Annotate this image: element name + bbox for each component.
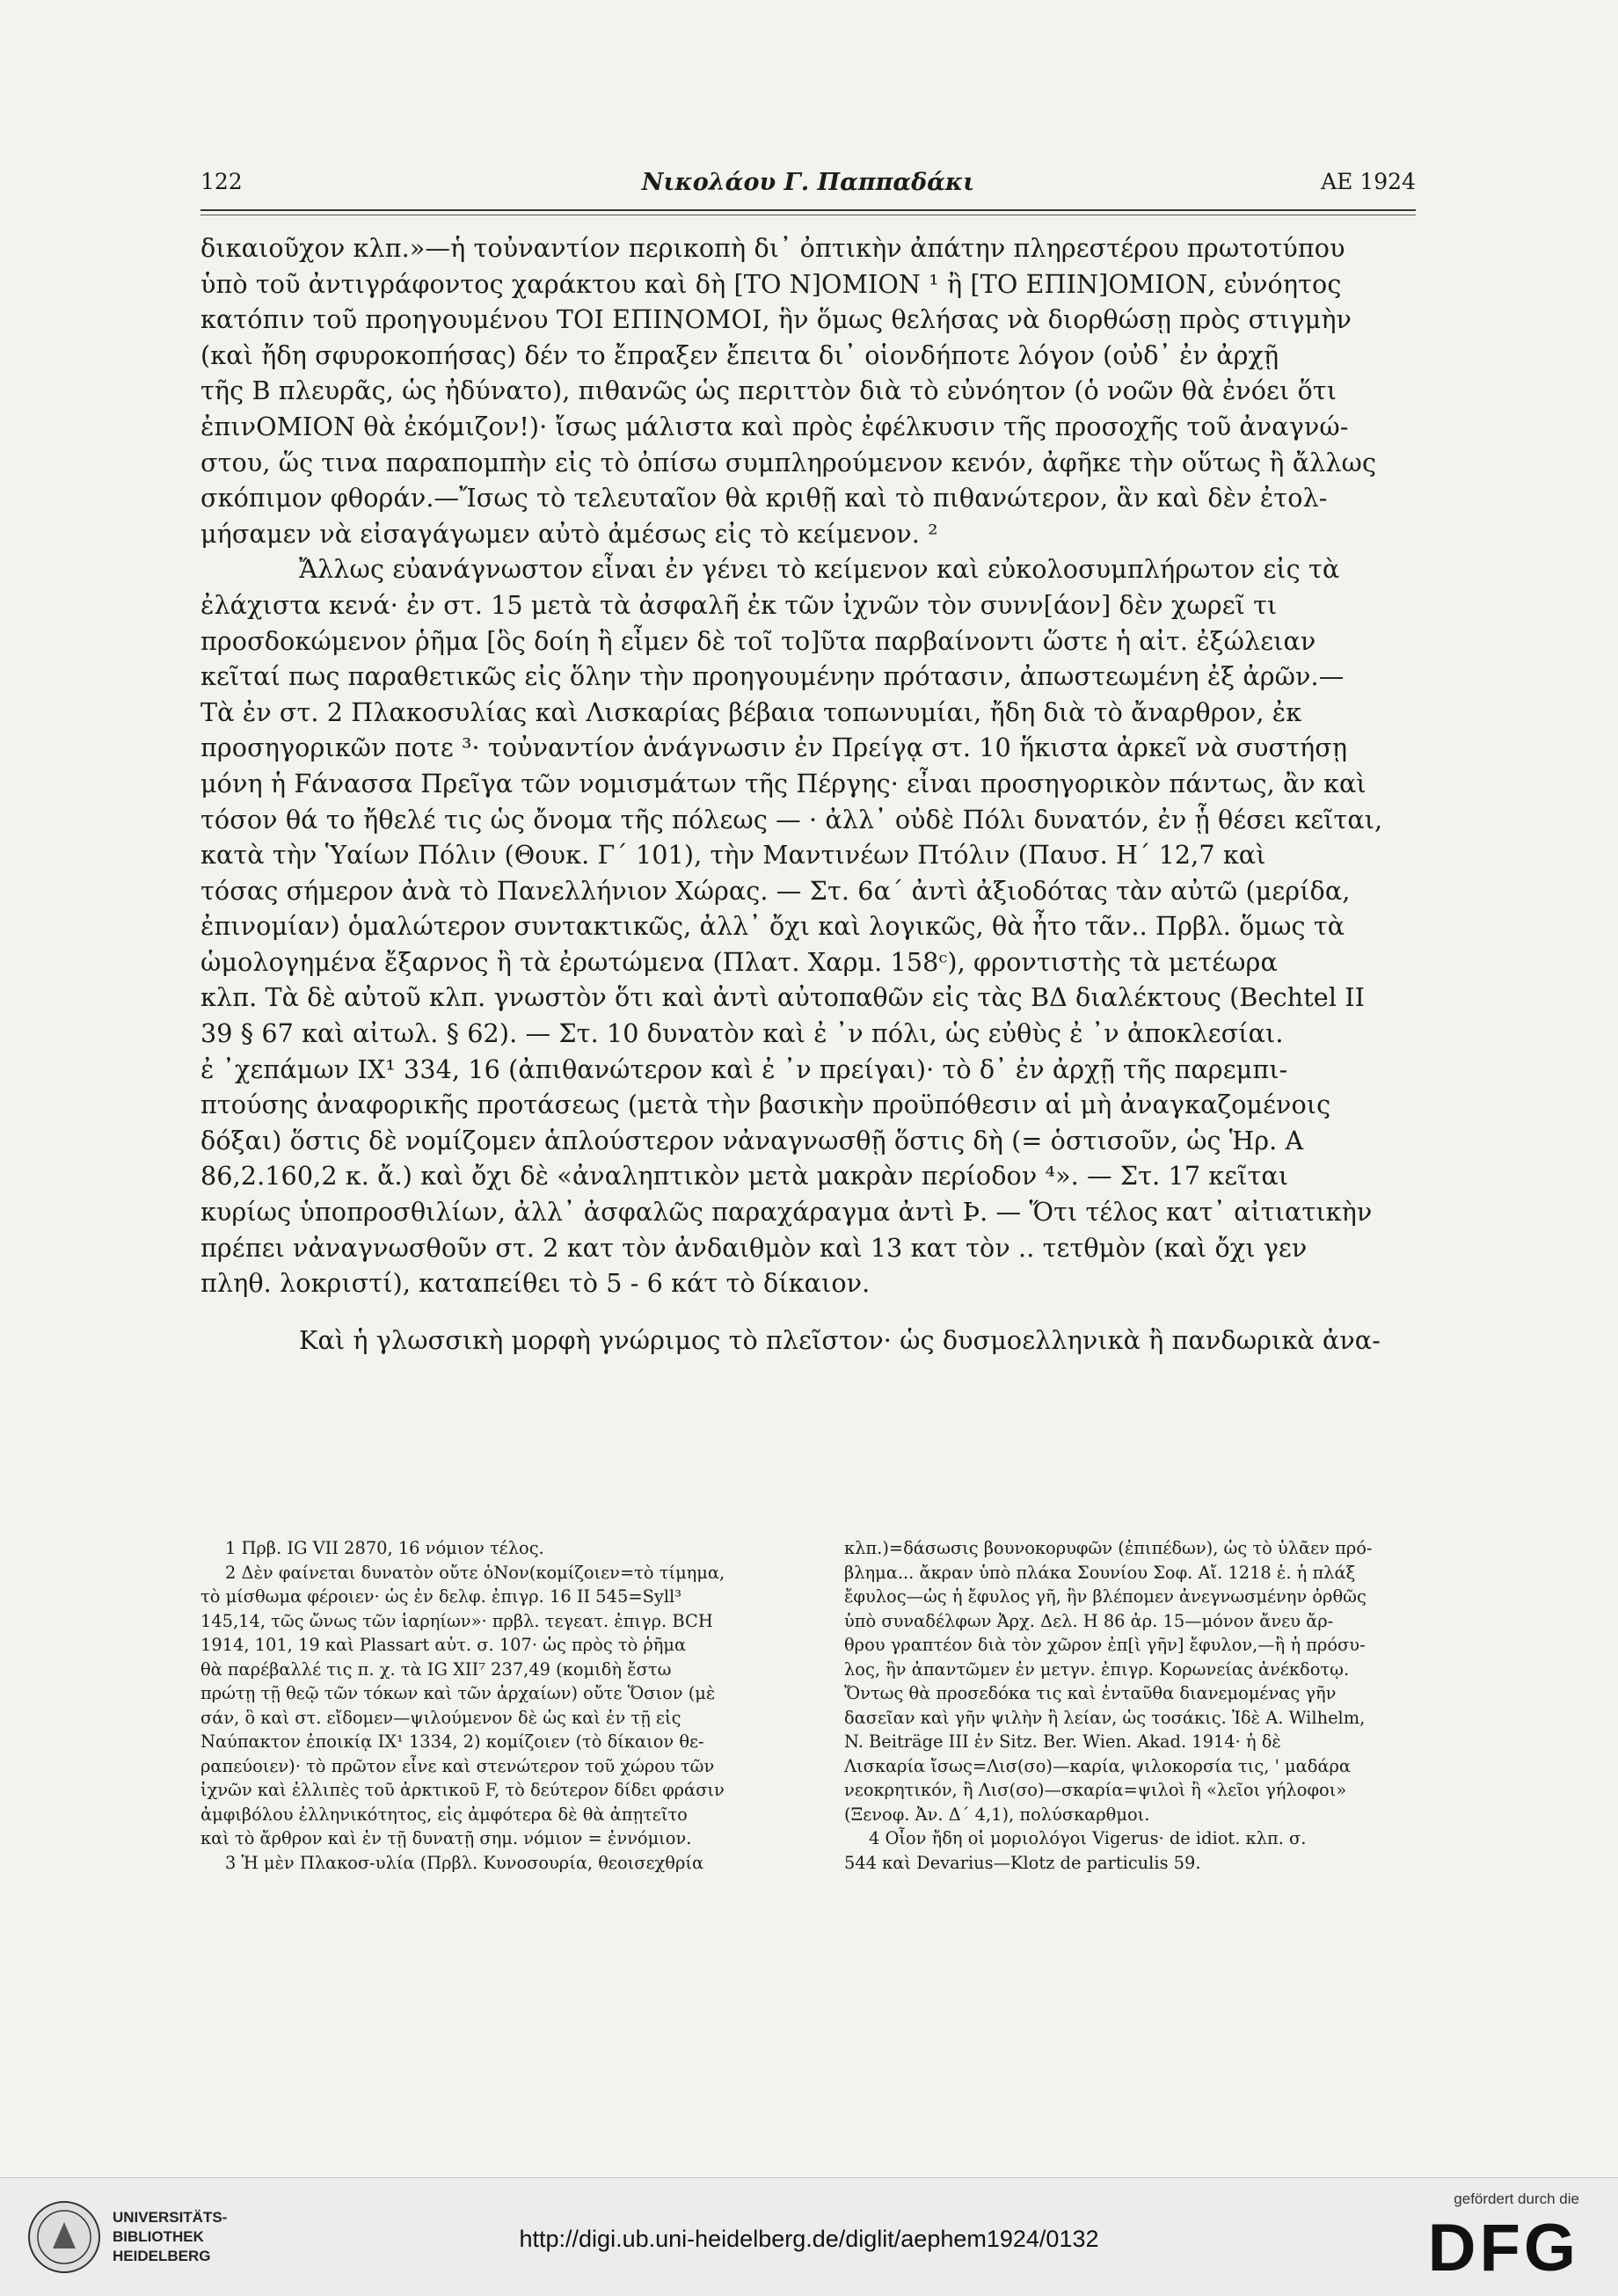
- text-line: Καὶ ἡ γλωσσικὴ μορφὴ γνώριμος τὸ πλεῖστον· ὡς δυσμοελληνικὰ ἢ πανδωρικὰ ἀνα-: [299, 1324, 1381, 1355]
- text-line: τῆς Β πλευρᾶς, ὡς ἠδύνατο), πιθανῶς ὡς περιττὸν διὰ τὸ εὐνόητον (ὁ νοῶν θὰ ἐνόει ὅτι: [200, 375, 1337, 406]
- text-line: θρου γραπτέον διὰ τὸν χῶρον ἐπ[ὶ γῆν] ἔφυλον,—ἢ ἡ πρόσυ-: [844, 1635, 1366, 1655]
- text-line: Ἄλλως εὐανάγνωστον εἶναι ἐν γένει τὸ κείμενον καὶ εὐκολοσυμπλήρωτον εἰς τὰ: [299, 554, 1340, 585]
- text-line: ἐπινομίαν) ὁμαλώτερον συντακτικῶς, ἀλλ᾽ ὄχι καὶ λογικῶς, θὰ ἦτο τᾶν.. Πρβλ. ὅμως τὰ: [200, 911, 1345, 942]
- text-line: μόνη ἡ Fάνασσα Πρεῖγα τῶν νομισμάτων τῆς Πέργης· εἶναι προσηγορικὸν πάντως, ἂν καὶ: [200, 768, 1367, 798]
- funded-by-label: gefördert durch die: [1454, 2190, 1579, 2207]
- running-title: Νικολάου Γ. Παππαδάκι: [641, 169, 975, 196]
- text-line: (Ξενοφ. Ἀν. Δ΄ 4,1), πολύσκαρθμοι.: [844, 1804, 1150, 1825]
- footer-banner: [0, 2177, 1618, 2296]
- text-line: Ὄντως θὰ προσεδόκα τις καὶ ἐνταῦθα διανεμομένας γῆν: [844, 1683, 1337, 1703]
- text-line: ἰχνῶν καὶ ἐλλιπὲς τοῦ ἀρκτικοῦ F, τὸ δεύτερον δίδει φράσιν: [200, 1780, 725, 1800]
- text-line: κατὰ τὴν Ὑαίων Πόλιν (Θουκ. Γ΄ 101), τὴν Μαντινέων Πτόλιν (Παυσ. Η΄ 12,7 καὶ: [200, 840, 1266, 871]
- text-line: δικαιοῦχον κλπ.»—ἡ τοὐναντίον περικοπὴ δι᾽ ὀπτικὴν ἀπάτην πληρεστέρου πρωτοτύπου: [200, 233, 1345, 263]
- page-number: 122: [200, 169, 243, 194]
- text-line: 86,2.160,2 κ. ἄ.) καὶ ὄχι δὲ «ἀναληπτικὸν μετὰ μακρὰν περίοδον ⁴». — Στ. 17 κεῖται: [200, 1161, 1289, 1192]
- text-line: κυρίως ὑποπροσθιλίων, ἀλλ᾽ ἀσφαλῶς παραχάραγμα ἀντὶ Ϸ. — Ὅτι τέλος κατ᾽ αἰτιατικὴν: [200, 1197, 1373, 1228]
- text-line: κατόπιν τοῦ προηγουμένου ΤΟΙ ΕΠΙΝΟΜΟΙ, ἣν ὅμως θελήσας νὰ διορθώσῃ πρὸς στιγμὴν: [200, 304, 1352, 335]
- footnotes-left-column: [200, 1536, 807, 1875]
- text-line: πρώτῃ τῇ θεῷ τῶν τόκων καὶ τῶν ἀρχαίων) οὔτε Ὅσιον (μὲ: [200, 1683, 716, 1703]
- text-line: κλπ.)=δάσωσις βουνοκορυφῶν (ἐπιπέδων), ὡς τὸ ὑλᾶεν πρό-: [844, 1538, 1373, 1558]
- text-line: δασεῖαν καὶ γῆν ψιλὴν ἢ λείαν, ὡς τοσάκις. Ἰδὲ Α. Wilhelm,: [844, 1707, 1366, 1728]
- text-line: (καὶ ἤδη σφυροκοπήσας) δέν το ἔπραξεν ἔπειτα δι᾽ οἱονδήποτε λόγον (οὐδ᾽ ἐν ἀρχῇ: [200, 339, 1279, 370]
- text-line: ἐ ᾽χεπάμων IX¹ 334, 16 (ἀπιθανώτερον καὶ ἐ ᾽ν πρείγαι)· τὸ δ᾽ ἐν ἀρχῇ τῆς παρεμπι-: [200, 1053, 1288, 1084]
- text-line: 1914, 101, 19 καὶ Plassart αὐτ. σ. 107· ὡς πρὸς τὸ ῥῆμα: [200, 1635, 687, 1655]
- text-line: N. Beiträge III ἐν Sitz. Ber. Wien. Akad. 1914· ἡ δὲ: [844, 1731, 1281, 1752]
- text-line: 2 Δὲν φαίνεται δυνατὸν οὔτε ὁΝον(κομίζοιεν=τὸ τίμημα,: [225, 1562, 725, 1583]
- text-line: ἀμφιβόλου ἑλληνικότητος, εἰς ἀμφότερα δὲ θὰ ἀπῃτεῖτο: [200, 1804, 688, 1825]
- text-line: σκόπιμον φθοράν.—Ἴσως τὸ τελευταῖον θὰ κριθῇ καὶ τὸ πιθανώτερον, ἂν καὶ δὲν ἐτολ-: [200, 483, 1328, 514]
- text-line: προσηγορικῶν ποτε ³· τοὐναντίον ἀνάγνωσιν ἐν Πρείγᾳ στ. 10 ἥκιστα ἀρκεῖ νὰ συστήσῃ: [200, 733, 1348, 763]
- text-line: στου, ὥς τινα παραπομπὴν εἰς τὸ ὀπίσω συμπληρούμενον κενόν, ἀφῆκε τὴν οὕτως ἢ ἄλλως: [200, 447, 1377, 477]
- text-line: Ναύπακτον ἐποικίᾳ IX¹ 1334, 2) κομίζοιεν (τὸ δίκαιον θε-: [200, 1731, 704, 1752]
- text-line: ἐλάχιστα κενά· ἐν στ. 15 μετὰ τὰ ἀσφαλῆ ἐκ τῶν ἰχνῶν τὸν συνν[άον] δὲν χωρεῖ τι: [200, 589, 1278, 620]
- digitization-url[interactable]: http://digi.ub.uni-heidelberg.de/diglit/aephem1924/0132: [519, 2226, 1099, 2252]
- text-line: 1 Πρβ. IG VII 2870, 16 νόμιον τέλος.: [225, 1538, 544, 1558]
- journal-label: ΑΕ 1924: [1321, 169, 1416, 194]
- text-line: 4 Οἷον ἤδη οἱ μοριολόγοι Vigerus· de idiot. κλπ. σ.: [869, 1828, 1307, 1848]
- text-line: 145,14, τῶς ὤνως τῶν ἱαρηίων»· πρβλ. τεγεατ. ἐπιγρ. BCH: [200, 1610, 713, 1631]
- text-line: κλπ. Τὰ δὲ αὐτοῦ κλπ. γνωστὸν ὅτι καὶ ἀντὶ αὐτοπαθῶν εἰς τὰς ΒΔ διαλέκτους (Bechtel II: [200, 982, 1366, 1013]
- main-text: [200, 230, 1432, 1358]
- text-line: τὸ μίσθωμα φέροιεν· ὡς ἐν δελφ. ἐπιγρ. 16 II 545=Syll³: [200, 1586, 681, 1607]
- text-line: τόσον θά το ἤθελέ τις ὡς ὄνομα τῆς πόλεως — · ἀλλ᾽ οὐδὲ Πόλι δυνατόν, ἐν ᾗ θέσει κεῖται,: [200, 804, 1383, 835]
- dfg-logo: DFG: [1427, 2211, 1579, 2285]
- text-line: πτούσης ἀναφορικῆς προτάσεως (μετὰ τὴν βασικὴν προϋπόθεσιν αἱ μὴ ἀναγκαζομένοις: [200, 1090, 1331, 1120]
- text-line: δόξαι) ὅστις δὲ νομίζομεν ἁπλούστερον νἀναγνωσθῇ ὅστις δὴ (= ὁστισοῦν, ὡς Ἡρ. Α: [200, 1125, 1304, 1155]
- text-line: 39 § 67 καὶ αἰτωλ. § 62). — Στ. 10 δυνατὸν καὶ ἐ ᾽ν πόλι, ὡς εὐθὺς ἐ ᾽ν ἀποκλεσίαι.: [200, 1018, 1284, 1049]
- text-line: νεοκρητικόν, ἢ Λισ(σο)—σκαρία=ψιλοὶ ἢ «λεῖοι γήλοφοι»: [844, 1780, 1347, 1800]
- text-line: 544 καὶ Devarius—Klotz de particulis 59.: [844, 1852, 1201, 1873]
- text-line: προσδοκώμενον ῥῆμα [ὃς δοίη ἢ εἶμεν δὲ τοῖ το]ῦτα παρβαίνοντι ὥστε ἡ αἰτ. ἐξώλειαν: [200, 625, 1316, 656]
- text-line: σάν, ὃ καὶ στ. εἴδομεν—ψιλούμενον δὲ ὡς καὶ ἐν τῇ εἰς: [200, 1707, 681, 1728]
- text-line: πληθ. λοκριστί), καταπείθει τὸ 5 - 6 κάτ τὸ δίκαιον.: [200, 1268, 871, 1299]
- text-line: καὶ τὸ ἄρθρον καὶ ἐν τῇ δυνατῇ σημ. νόμιον = ἐννόμιον.: [200, 1828, 692, 1848]
- text-line: ἐπινΟΜΙΟΝ θὰ ἐκόμιζον!)· ἴσως μάλιστα καὶ πρὸς ἐφέλκυσιν τῆς προσοχῆς τοῦ ἀναγνώ-: [200, 411, 1349, 441]
- text-line: κεῖταί πως παραθετικῶς εἰς ὅλην τὴν προηγουμένην πρότασιν, ἀπωστεωμένη ἐξ ἀρῶν.—: [200, 661, 1345, 692]
- text-line: ὑπὸ τοῦ ἀντιγράφοντος χαράκτου καὶ δὴ [ΤΟ Ν]ΟΜΙΟΝ ¹ ἢ [ΤΟ ΕΠΙΝ]ΟΜΙΟΝ, εὐνόητος: [200, 268, 1342, 299]
- text-line: ὡμολογημένα ἔξαρνος ἢ τὰ ἐρωτώμενα (Πλατ. Χαρμ. 158ᶜ), φροντιστὴς τὰ μετέωρα: [200, 946, 1278, 977]
- text-line: τόσας σήμερον ἀνὰ τὸ Πανελλήνιον Χώρας. — Στ. 6α΄ ἀντὶ ἀξιοδότας τὰν αὐτῶ (μερίδα,: [200, 875, 1351, 906]
- running-head: [200, 169, 1416, 213]
- text-line: θὰ παρέβαλλέ τις π. χ. τὰ IG XII⁷ 237,49 (κομιδὴ ἔστω: [200, 1658, 672, 1680]
- text-line: ὑπὸ συναδέλφων Ἀρχ. Δελ. Η 86 ἀρ. 15—μόνον ἄνευ ἄρ-: [844, 1610, 1334, 1631]
- text-line: 3 Ἡ μὲν Πλακοσ-υλία (Πρβλ. Κυνοσουρία, θεοισεχθρία: [225, 1852, 704, 1873]
- text-line: λος, ἣν ἀπαντῶμεν ἐν μετγν. ἐπιγρ. Κορωνείας ἀνέκδοτῳ.: [844, 1658, 1350, 1680]
- text-line: μήσαμεν νὰ εἰσαγάγωμεν αὐτὸ ἀμέσως εἰς τὸ κείμενον. ²: [200, 518, 938, 549]
- text-line: Λισκαρία ἴσως=Λισ(σο)—καρία, ψιλοκορσία τις, ' μαδάρα: [844, 1755, 1352, 1776]
- text-line: ραπεύοιεν)· τὸ πρῶτον εἶνε καὶ στενώτερον τοῦ χώρου τῶν: [200, 1755, 715, 1776]
- header-rule: [200, 209, 1416, 211]
- text-line: πρέπει νἀναγνωσθοῦν στ. 2 κατ τὸν ἀνδαιθμὸν καὶ 13 κατ τὸν .. τετθμὸν (καὶ ὄχι γεν: [200, 1232, 1308, 1263]
- library-name: UNIVERSITÄTS- BIBLIOTHEK HEIDELBERG: [113, 2209, 228, 2264]
- text-line: ἔφυλος—ὡς ἡ ἔφυλος γῆ, ἣν βλέπομεν ἀνεγνωσμένην ὀρθῶς: [844, 1586, 1367, 1607]
- footnotes-right-column: [844, 1536, 1433, 1875]
- text-line: Τὰ ἐν στ. 2 Πλακοσυλίας καὶ Λισκαρίας βέβαια τοπωνυμίαι, ἤδη διὰ τὸ ἄναρθρον, ἐκ: [200, 696, 1302, 727]
- text-line: βλημα... ἄκραν ὑπὸ πλάκα Σουνίου Σοφ. Αἴ. 1218 ἑ. ἡ πλάξ: [844, 1562, 1356, 1583]
